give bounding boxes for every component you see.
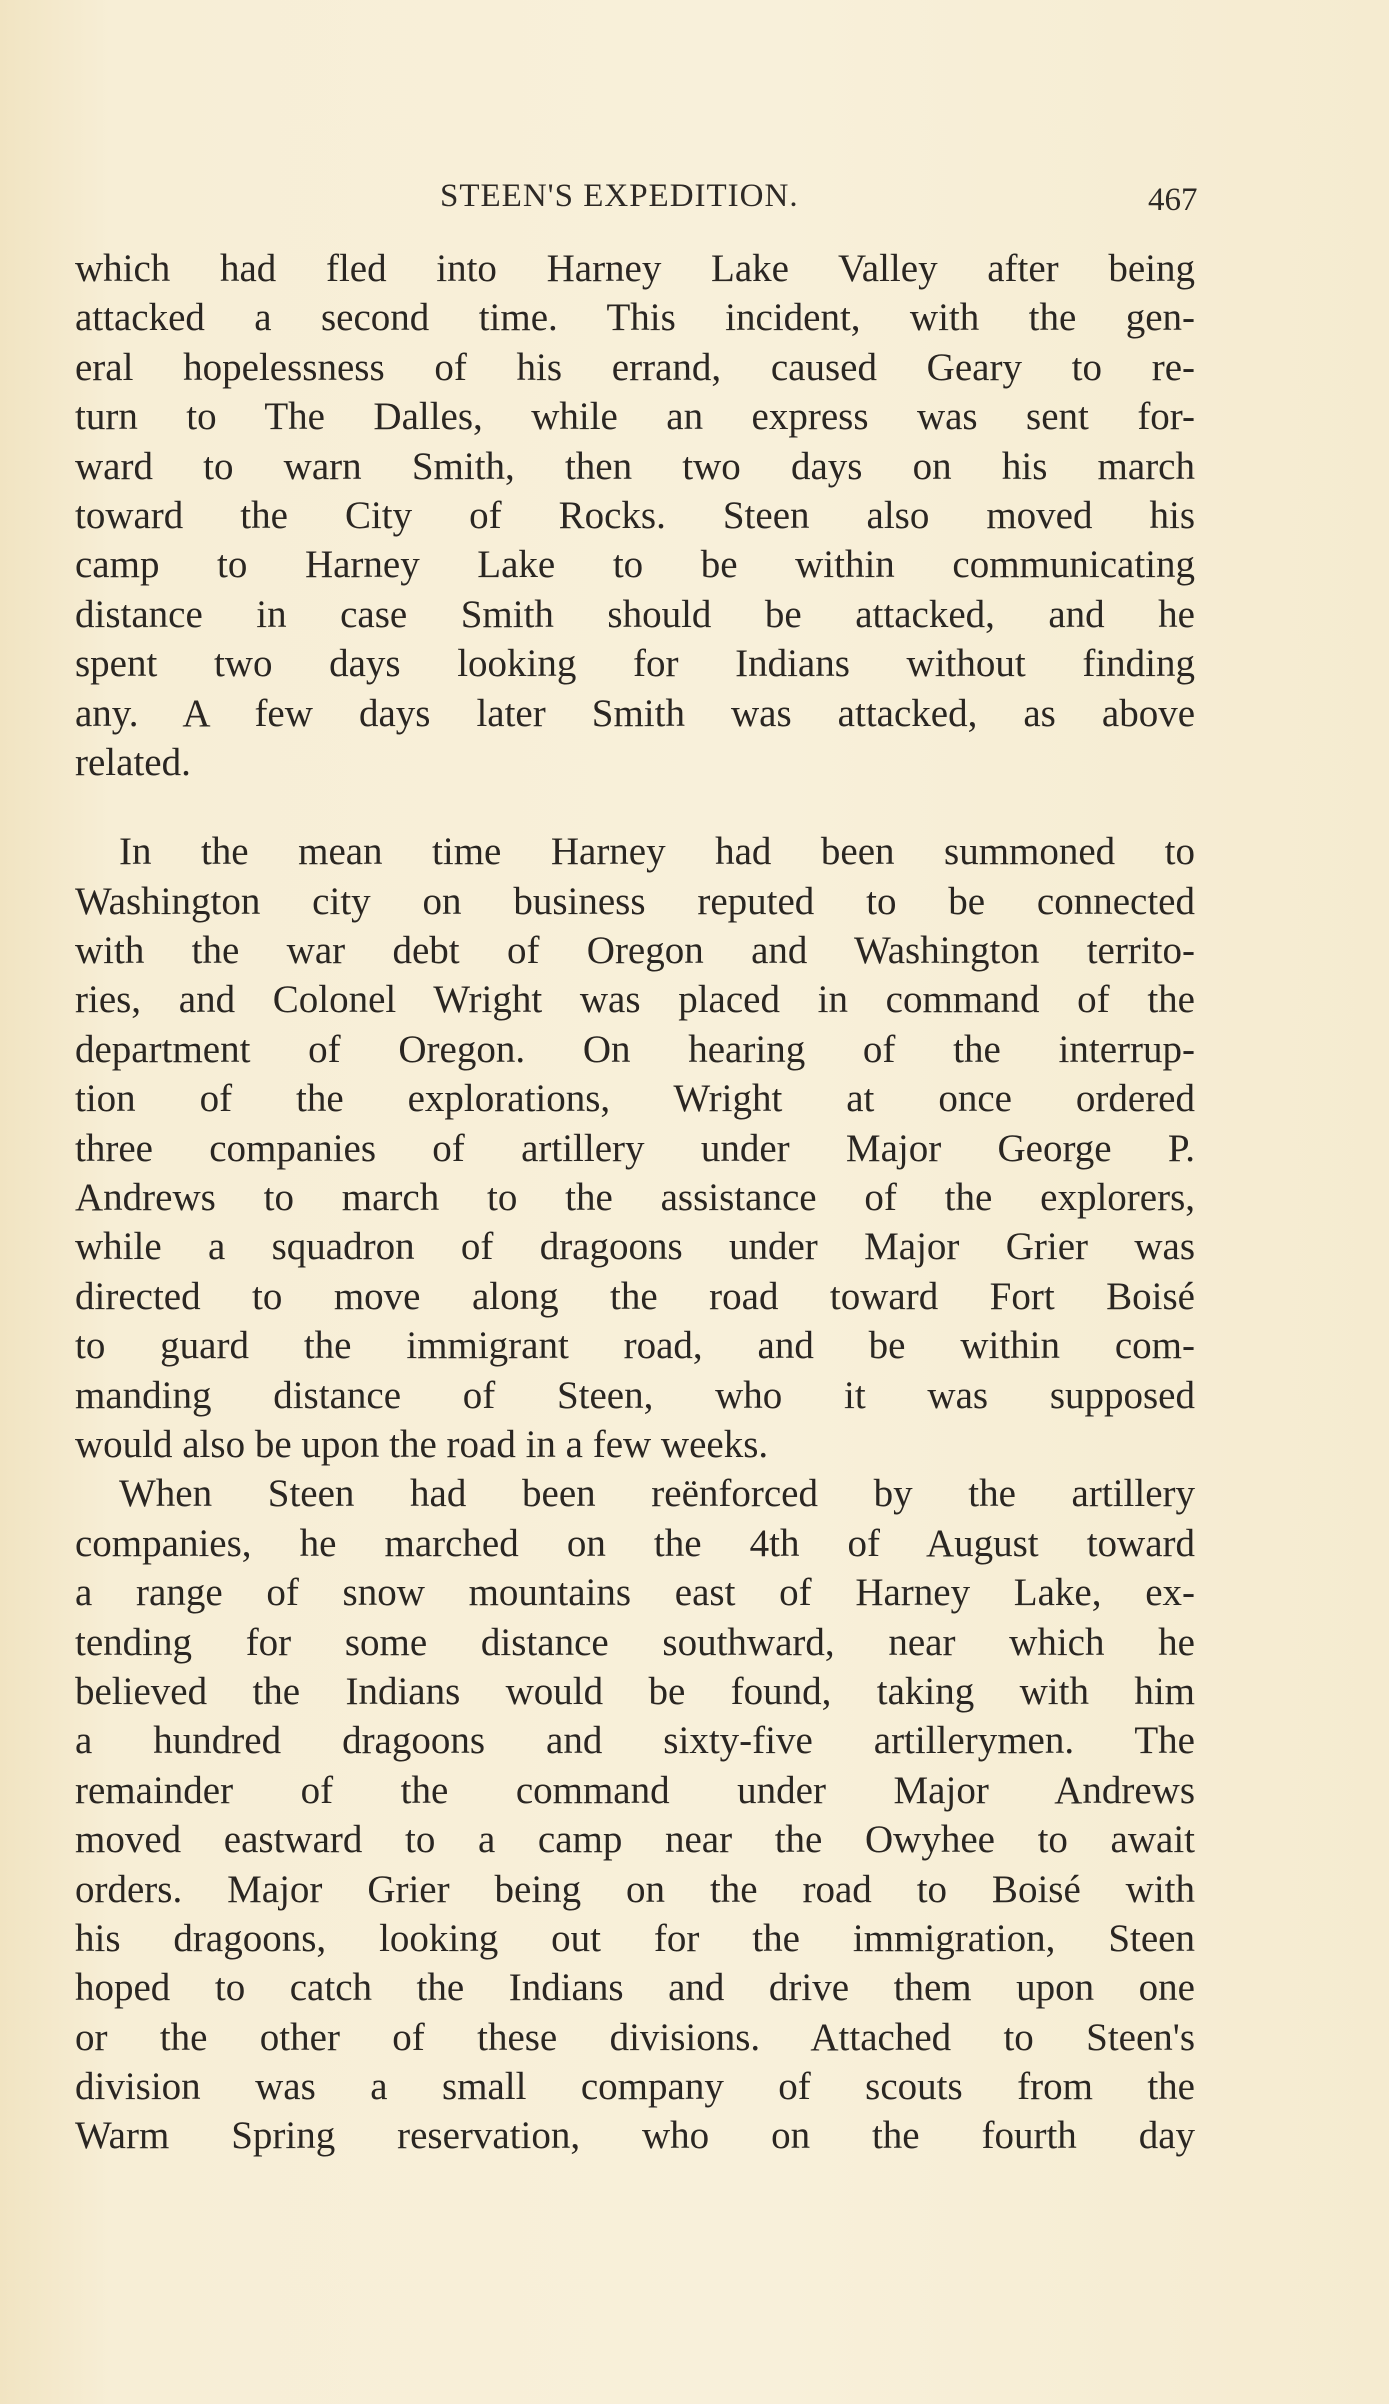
paragraph [75, 244, 1195, 787]
text-line: tending for some distance southward, near which he [75, 1620, 1195, 1664]
text-line: companies, he marched on the 4th of August toward [75, 1521, 1195, 1565]
paragraph [75, 827, 1195, 1469]
text-line: Washington city on business reputed to be connected [75, 879, 1195, 923]
text-line: division was a small company of scouts from the [75, 2065, 1195, 2109]
page-number: 467 [1148, 182, 1198, 218]
text-line: while a squadron of dragoons under Major Grier was [75, 1225, 1195, 1269]
text-line: turn to The Dalles, while an express was sent for- [75, 395, 1195, 439]
text-line: his dragoons, looking out for the immigration, Steen [75, 1916, 1195, 1960]
text-line: ward to warn Smith, then two days on his march [75, 444, 1195, 488]
text-line: which had fled into Harney Lake Valley after being [75, 247, 1195, 290]
text-line: directed to move along the road toward Fort Boisé [75, 1274, 1195, 1318]
text-line: Andrews to march to the assistance of the explorers, [75, 1176, 1195, 1220]
text-line: hoped to catch the Indians and drive them upon one [75, 1966, 1195, 2010]
text-line: related. [75, 740, 191, 784]
text-line: attacked a second time. This incident, with the gen- [75, 296, 1195, 340]
text-line: any. A few days later Smith was attacked, as above [75, 691, 1195, 735]
text-line: Warm Spring reservation, who on the fourth day [75, 2114, 1195, 2158]
text-line: or the other of these divisions. Attached to Steen's [75, 2015, 1195, 2059]
text-line: three companies of artillery under Major George P. [75, 1126, 1195, 1170]
text-line: remainder of the command under Major Andrews [75, 1768, 1195, 1812]
text-line: eral hopelessness of his errand, caused Geary to re- [75, 345, 1195, 389]
text-line: distance in case Smith should be attacked, and he [75, 592, 1195, 636]
text-line: to guard the immigrant road, and be within com- [75, 1324, 1195, 1368]
text-line: moved eastward to a camp near the Owyhee to await [75, 1818, 1195, 1862]
text-line: with the war debt of Oregon and Washington territo- [75, 929, 1195, 973]
text-line: toward the City of Rocks. Steen also moved his [75, 493, 1195, 537]
text-line: tion of the explorations, Wright at once ordered [75, 1077, 1195, 1121]
text-line: believed the Indians would be found, taking with him [75, 1669, 1195, 1713]
body-text [75, 244, 1195, 2161]
running-title: STEEN'S EXPEDITION. [440, 178, 799, 214]
text-line: spent two days looking for Indians without finding [75, 642, 1195, 686]
text-line: ries, and Colonel Wright was placed in command of the [75, 978, 1195, 1022]
text-line: When Steen had been reënforced by the artillery [119, 1472, 1195, 1516]
text-line: a range of snow mountains east of Harney Lake, ex- [75, 1571, 1195, 1615]
paragraph-gap [75, 787, 1195, 827]
text-line: orders. Major Grier being on the road to Boisé with [75, 1867, 1195, 1911]
text-line: a hundred dragoons and sixty-five artillerymen. The [75, 1719, 1195, 1763]
text-line: manding distance of Steen, who it was supposed [75, 1373, 1195, 1417]
text-line: camp to Harney Lake to be within communicating [75, 543, 1195, 587]
paragraph [75, 1469, 1195, 2160]
text-line: department of Oregon. On hearing of the interrup- [75, 1027, 1195, 1071]
running-head [0, 178, 1389, 228]
text-line: would also be upon the road in a few weeks. [75, 1422, 769, 1466]
text-line: In the mean time Harney had been summoned to [119, 830, 1195, 874]
